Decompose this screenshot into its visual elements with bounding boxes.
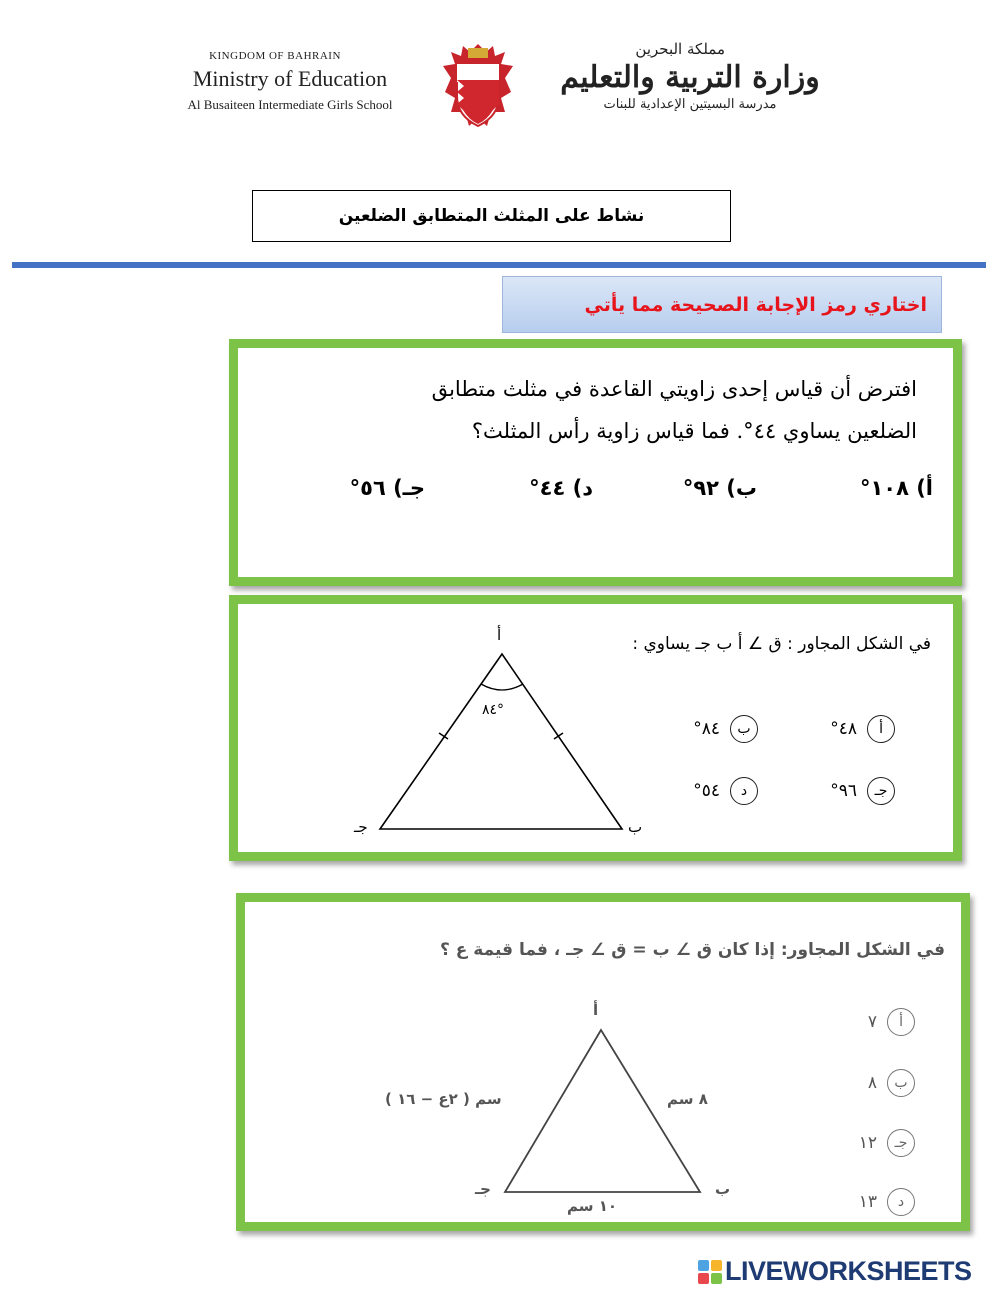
q2-option-d-letter: د [730,777,758,805]
q2-option-b[interactable] [693,715,758,743]
liveworksheets-brand[interactable] [698,1256,972,1287]
question-1-text [357,368,917,452]
q2-option-b-letter: ب [730,715,758,743]
school-en: Al Busaiteen Intermediate Girls School [187,97,393,112]
q2-option-d-value: ٥٤° [693,781,720,801]
ministry-en: Ministry of Education [192,66,388,91]
q3-option-d-letter: د [887,1188,915,1216]
divider-line [12,262,986,268]
q3-triangle [505,1030,700,1192]
q3-right-side-label: ٨ سم [667,1090,708,1108]
q2-option-c-value: ٩٦° [830,781,857,801]
q3-option-d[interactable] [859,1188,915,1216]
q3-base-label: ١٠ سم [567,1197,618,1215]
q2-option-c-letter: جـ [867,777,895,805]
q2-angle-arc [481,684,523,690]
liveworksheets-logo-icon [698,1260,722,1284]
q2-vertex-c: جـ [354,818,368,836]
q1-option-a[interactable]: أ) ١٠٨° [859,476,933,500]
liveworksheets-text: LIVEWORKSHEETS [725,1256,972,1286]
q1-option-d[interactable]: د) ٤٤° [529,476,593,500]
q3-option-b-value: ٨ [867,1073,877,1093]
question-1-line-1: افترض أن قياس إحدى زاويتي القاعدة في مثلث متطابق [431,377,917,401]
q2-triangle-figure [368,644,638,844]
q3-option-a-letter: أ [887,1008,915,1036]
q1-option-b[interactable]: ب) ٩٢° [682,476,757,500]
q2-option-a-letter: أ [867,715,895,743]
q2-tick-right [554,733,563,739]
q3-option-c[interactable] [859,1129,915,1157]
q1-option-c[interactable]: جـ) ٥٦° [349,476,425,500]
page-title: نشاط على المثلث المتطابق الضلعين [252,190,731,242]
question-2-text: في الشكل المجاور : ق ∠ أ ب جـ يساوي : [632,634,931,654]
q3-triangle-figure [495,1022,715,1202]
q2-option-c[interactable] [830,777,895,805]
question-2-box [229,595,962,861]
kingdom-ar: مملكة البحرين [635,40,725,58]
q2-triangle [380,654,622,829]
header-arabic [545,40,835,112]
q3-vertex-b: ب [715,1180,731,1198]
header-english [150,50,430,113]
q3-option-d-value: ١٣ [858,1192,877,1212]
q3-vertex-c: جـ [475,1180,491,1198]
question-3-box [236,893,970,1231]
q2-option-a-value: ٤٨° [830,719,857,739]
bahrain-emblem-icon [441,42,515,134]
question-1-line-2: الضلعين يساوي ٤٤°. فما قياس زاوية رأس المثلث؟ [471,419,917,443]
q2-option-a[interactable] [830,715,895,743]
q2-vertex-a: أ [497,626,502,644]
q2-option-d[interactable] [693,777,758,805]
q3-option-c-value: ١٢ [858,1133,877,1153]
q3-option-c-letter: جـ [887,1129,915,1157]
instruction-banner: اختاري رمز الإجابة الصحيحة مما يأتي [502,276,942,333]
school-ar: مدرسة البسيتين الإعدادية للبنات [603,97,777,112]
q2-vertex-b: ب [628,818,643,836]
q3-option-a-value: ٧ [867,1012,877,1032]
kingdom-en: KINGDOM OF BAHRAIN [209,50,341,62]
q3-option-b[interactable] [868,1069,915,1097]
question-1-box [229,339,962,586]
question-3-text: في الشكل المجاور: إذا كان ق ∠ ب = ق ∠ جـ ، فما قيمة ع ؟ [439,940,945,960]
ministry-ar: وزارة التربية والتعليم [560,60,820,95]
q3-option-b-letter: ب [887,1069,915,1097]
q2-option-b-value: ٨٤° [693,719,720,739]
q3-option-a[interactable] [868,1008,915,1036]
q3-vertex-a: أ [593,1001,599,1019]
q3-left-side-label: ( ٢ع − ١٦ ) سم [385,1090,502,1108]
q2-angle-label: ٨٤° [482,702,505,718]
